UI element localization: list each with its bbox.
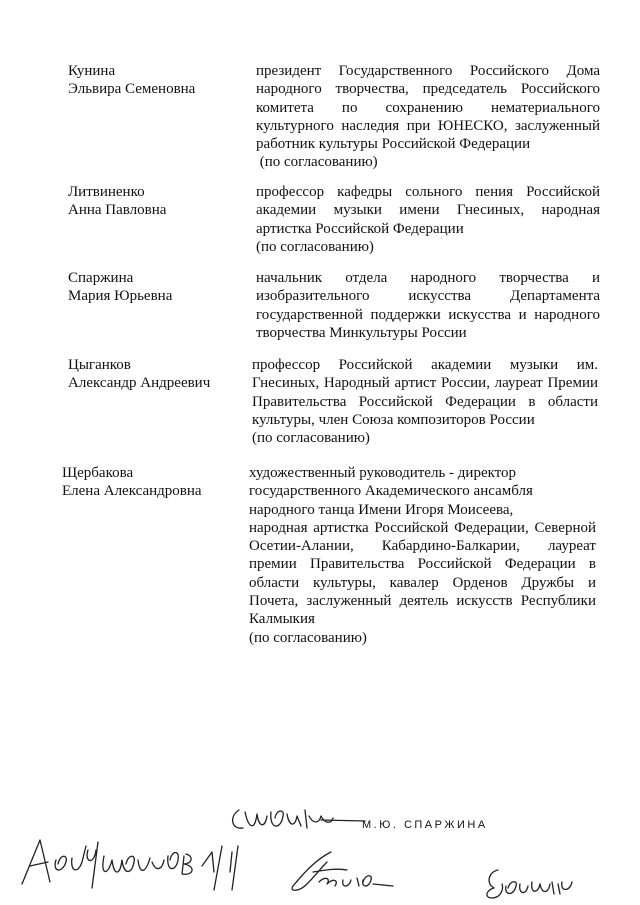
description-line: народного творчества, председатель Российского (256, 81, 600, 98)
signature-scribble-center (285, 848, 395, 898)
member-name-shcherbakova (62, 464, 202, 500)
description-line: (по согласованию) (249, 629, 367, 646)
description-line: премии Правительства Российской Федерации в (249, 556, 596, 573)
member-description-sparzhina (256, 269, 600, 342)
member-description-kunina (256, 62, 600, 172)
description-line: художественный руководитель - директор (249, 465, 517, 481)
description-line: народного танца Имени Игоря Моисеева, (249, 501, 514, 518)
member-given-name: Анна Павловна (68, 202, 167, 218)
description-line: профессор кафедры сольного пения Российской (256, 184, 600, 200)
member-surname: Кунина (68, 63, 116, 79)
description-line: народная артистка Российской Федерации, Северной (249, 519, 596, 536)
description-line: комитета по сохранению нематериального (256, 99, 600, 116)
member-description-litvinenko (256, 183, 600, 256)
signature-scribble-left (0, 832, 265, 892)
member-description-shcherbakova (249, 464, 596, 647)
description-line: Почета, заслуженный деятель искусств Республики (249, 593, 596, 610)
description-line: президент Государственного Российского Дома (256, 63, 600, 79)
member-name-sparzhina (68, 269, 172, 305)
member-given-name: Мария Юрьевна (68, 288, 173, 304)
description-line: артистка Российской Федерации (256, 220, 464, 237)
description-line: Правительства Российской Федерации в области (252, 393, 598, 410)
member-surname: Спаржина (68, 270, 134, 286)
description-line: начальник отдела народного творчества и (256, 270, 600, 286)
member-surname: Литвиненко (68, 184, 145, 200)
member-description-tsygankov (252, 356, 598, 447)
member-name-kunina (68, 62, 195, 98)
description-line: профессор Российской академии музыки им. (252, 357, 598, 373)
description-line: Гнесиных, Народный артист России, лауреат Премии (252, 375, 598, 392)
signature-scribble-right (478, 862, 578, 902)
description-line: государственной поддержки искусства и народного (256, 306, 600, 323)
description-line: культурного наследия при ЮНЕСКО, заслуженный (256, 117, 600, 134)
description-line: Калмыкия (249, 611, 315, 628)
description-line: изобразительного искусства Департамента (256, 288, 600, 305)
member-name-litvinenko (68, 183, 166, 219)
description-line: государственного Академического ансамбля (249, 483, 533, 500)
description-line: (по согласованию) (256, 238, 374, 255)
description-line: области культуры, кавалер Орденов Дружбы и (249, 574, 596, 591)
member-given-name: Александр Андреевич (68, 375, 211, 391)
member-name-tsygankov (68, 356, 210, 392)
member-surname: Цыганков (68, 357, 131, 373)
description-line: академии музыки имени Гнесиных, народная (256, 202, 600, 219)
description-line: творчества Минкультуры России (256, 324, 467, 341)
description-line: работник культуры Российской Федерации (256, 136, 531, 153)
member-surname: Щербакова (62, 465, 134, 481)
description-line: культуры, член Союза композиторов России (252, 411, 535, 428)
member-given-name: Эльвира Семеновна (68, 81, 196, 97)
description-line: Осетии-Алании, Кабардино-Балкарии, лауреат (249, 538, 596, 555)
signatory-printed-name: М.Ю. СПАРЖИНА (362, 819, 488, 831)
member-given-name: Елена Александровна (62, 483, 202, 499)
description-line: (по согласованию) (252, 430, 370, 447)
description-line: (по согласованию) (256, 154, 378, 171)
